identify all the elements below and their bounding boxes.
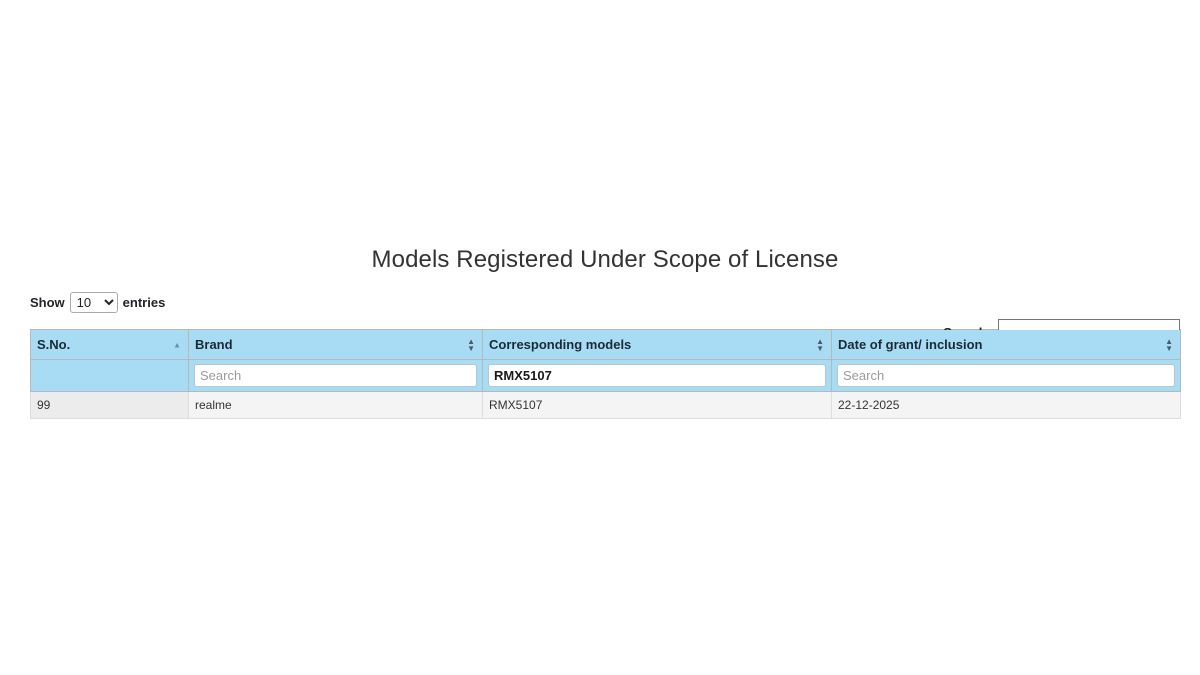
cell-models: RMX5107 <box>483 392 832 419</box>
models-table <box>30 329 1181 419</box>
column-filter-sno-cell <box>31 360 189 392</box>
column-header-models[interactable] <box>483 330 832 360</box>
column-header-brand-label: Brand <box>195 337 233 352</box>
column-header-sno-label: S.No. <box>37 337 71 352</box>
sort-arrows-icon: ▲ ▼ <box>1165 336 1173 353</box>
models-table-container <box>30 246 1180 419</box>
column-header-sno[interactable] <box>31 330 189 360</box>
entries-prefix-label: Show <box>30 295 65 310</box>
table-filter-row <box>31 360 1181 392</box>
column-filter-models-cell <box>483 360 832 392</box>
cell-brand: realme <box>189 392 483 419</box>
entries-length-control <box>30 292 165 313</box>
column-filter-date-input[interactable] <box>837 364 1175 387</box>
cell-sno: 99 <box>31 392 189 419</box>
table-controls <box>30 292 1180 318</box>
sort-arrows-icon: ▲ ▼ <box>467 336 475 353</box>
sort-arrows-icon: ▲ <box>173 340 181 349</box>
column-filter-models-input[interactable] <box>488 364 826 387</box>
column-header-brand[interactable] <box>189 330 483 360</box>
table-body <box>31 392 1181 419</box>
column-filter-brand-input[interactable] <box>194 364 477 387</box>
column-filter-date-cell <box>832 360 1181 392</box>
column-header-date-label: Date of grant/ inclusion <box>838 337 983 352</box>
column-header-models-label: Corresponding models <box>489 337 632 352</box>
sort-arrows-icon: ▲ ▼ <box>816 336 824 353</box>
column-header-date[interactable] <box>832 330 1181 360</box>
entries-length-select[interactable] <box>70 292 118 313</box>
table-row[interactable] <box>31 392 1181 419</box>
entries-suffix-label: entries <box>122 295 166 310</box>
cell-date: 22-12-2025 <box>832 392 1181 419</box>
table-header-row <box>31 330 1181 360</box>
page-title: Models Registered Under Scope of License <box>371 246 839 273</box>
column-filter-brand-cell <box>189 360 483 392</box>
table-header <box>31 330 1181 392</box>
